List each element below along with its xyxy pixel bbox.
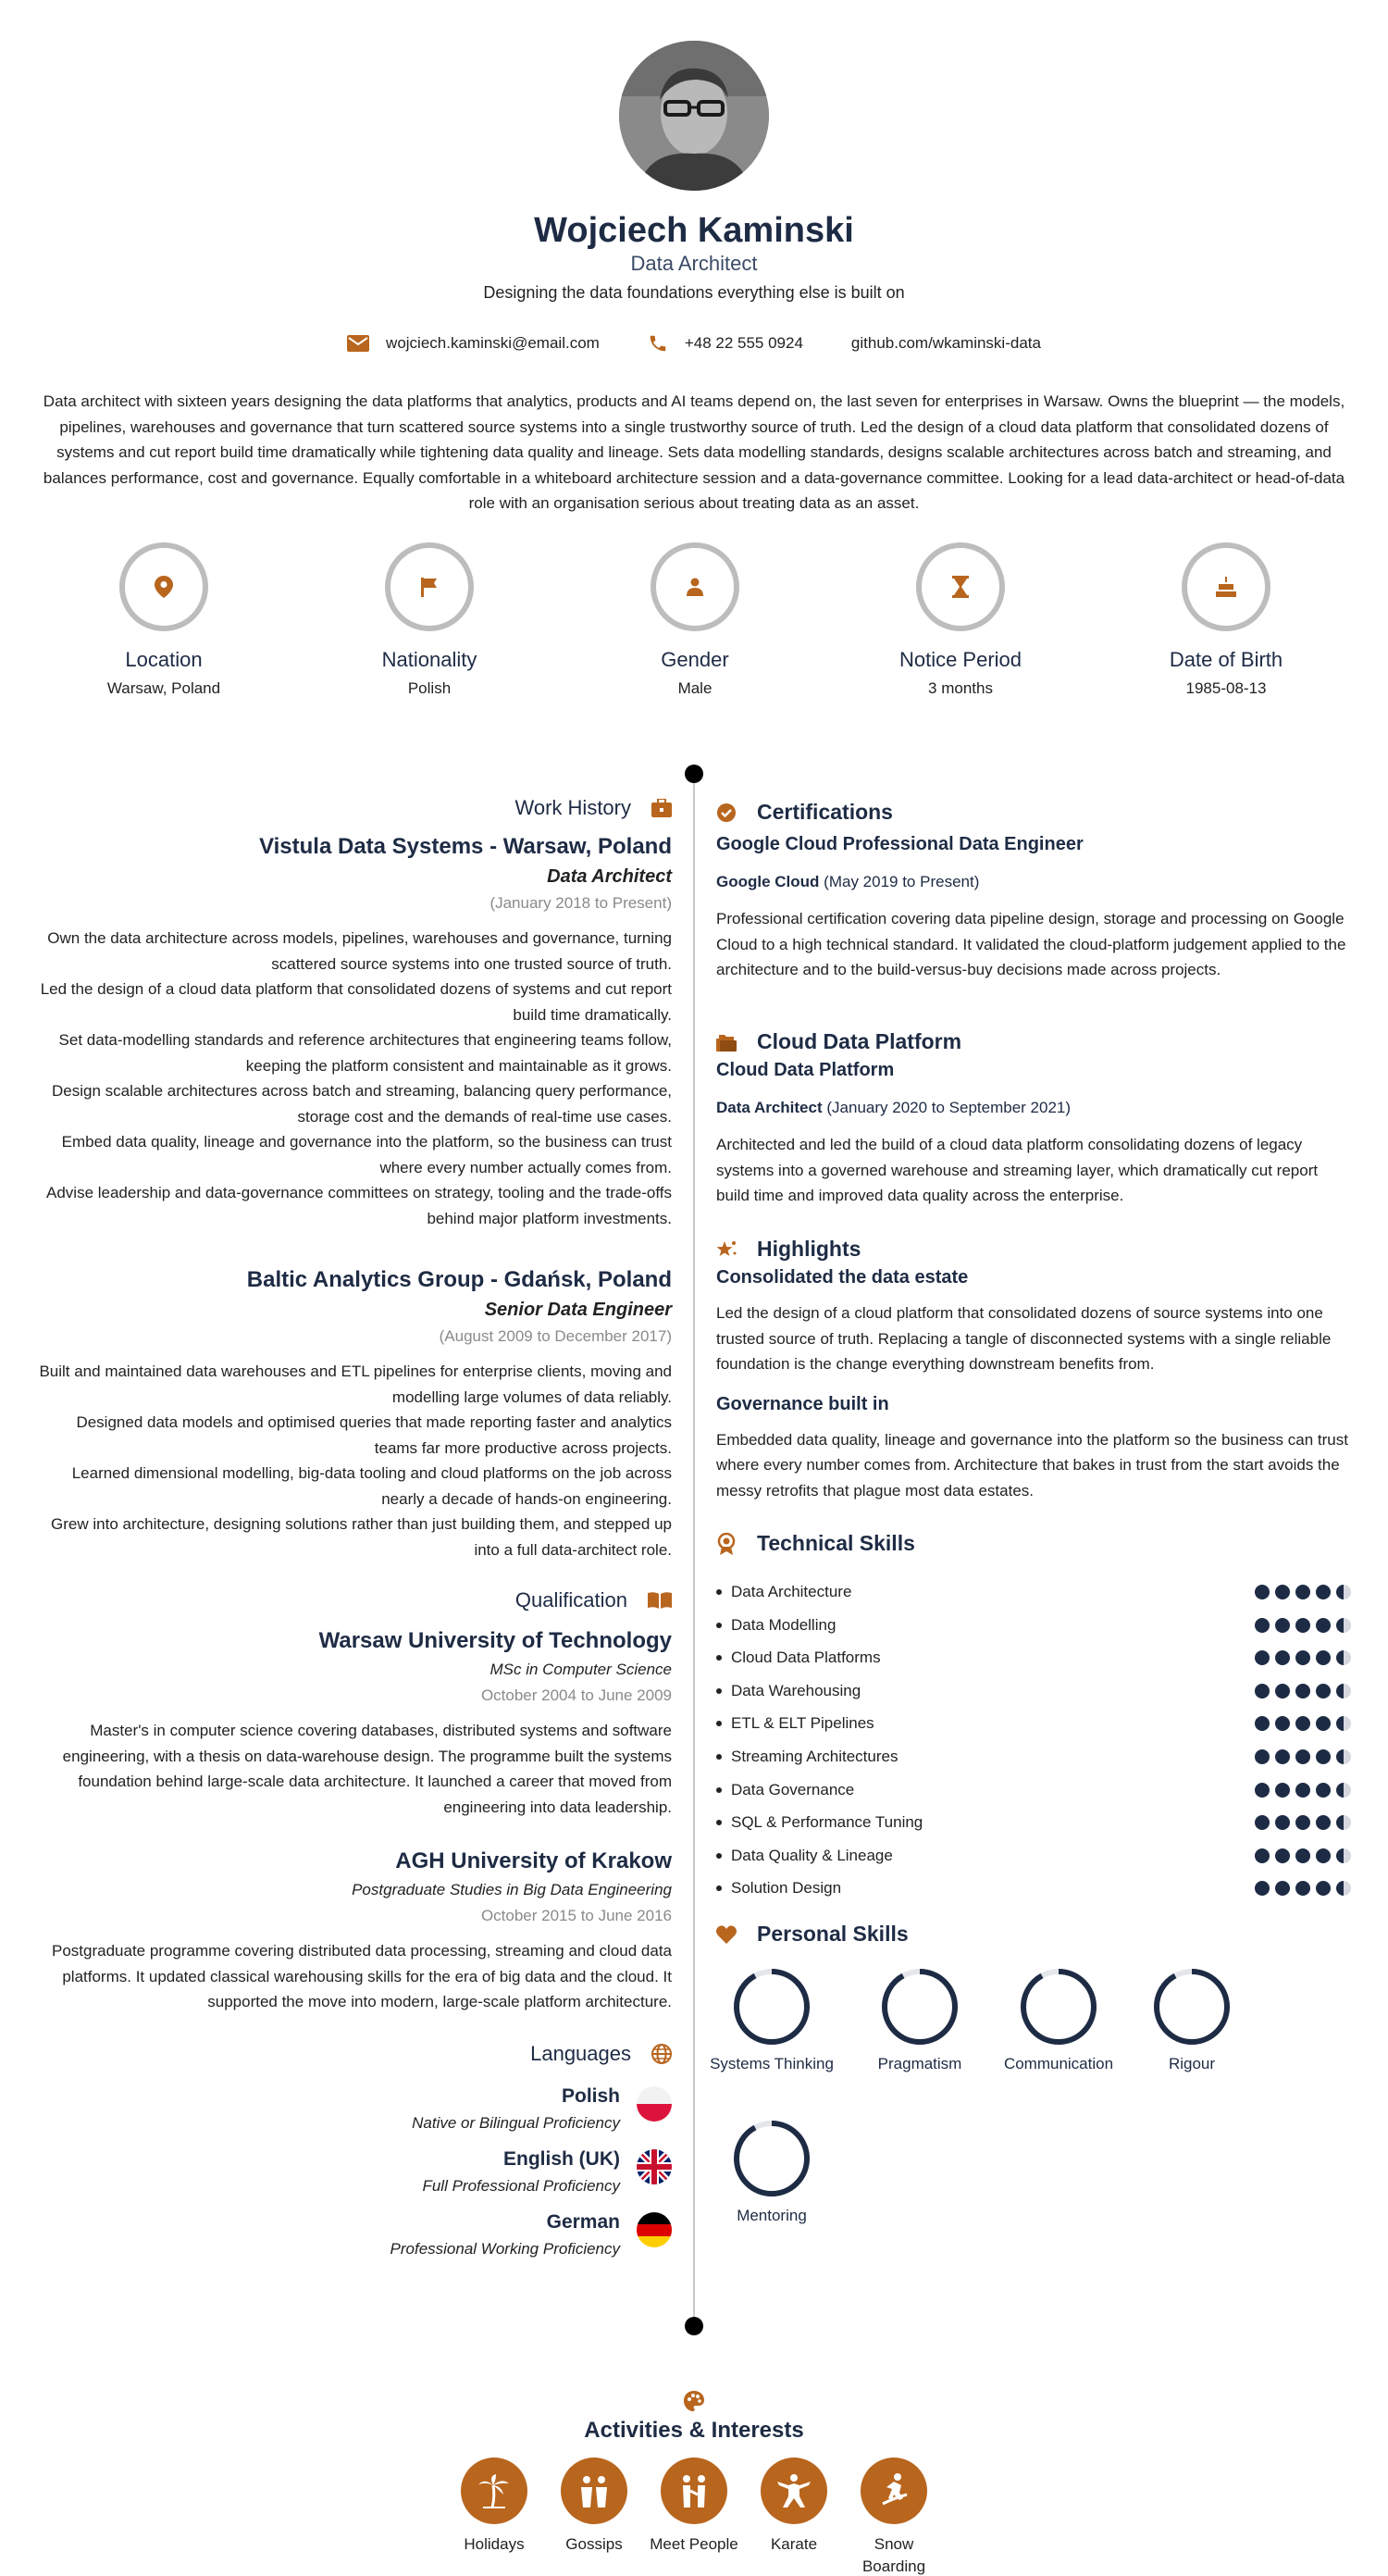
rating-dot — [1255, 1650, 1270, 1665]
personal-skill-label: Rigour — [1168, 2055, 1216, 2072]
language-level: Native or Bilingual Proficiency — [412, 2114, 620, 2132]
degree-description: Postgraduate programme covering distributed data processing, streaming and cloud data platforms. It updated classical warehousing skills for the era of big data and the cloud. It supported the move into modern, large-scale platform architecture. — [52, 1942, 672, 2010]
email-text[interactable]: wojciech.kaminski@email.com — [386, 334, 600, 352]
activity-label: Karate — [770, 2535, 818, 2553]
bullet — [716, 1688, 722, 1694]
technical-skill-row — [716, 1612, 1351, 1638]
activity-label: Meet People — [650, 2535, 738, 2553]
tagline: Designing the data foundations everything else is built on — [483, 283, 905, 302]
phone-icon — [648, 333, 668, 354]
skill-name: Cloud Data Platforms — [731, 1649, 881, 1667]
work-history-section — [37, 796, 672, 820]
job-title: Data Architect — [547, 866, 672, 887]
rating-dot — [1336, 1848, 1351, 1863]
technical-skills-section — [716, 1531, 1351, 1556]
highlight-text: Embedded data quality, lineage and governance into the platform so the business can trust where every number comes from. Architecture that bakes in trust from the start avoids the messy retrofits that plague most data estates. — [716, 1430, 1348, 1500]
rating-dot — [1275, 1815, 1290, 1830]
rating-dot — [1316, 1815, 1331, 1830]
info-label: Location — [125, 648, 203, 671]
uk-flag-icon — [637, 2149, 672, 2184]
language-name: English (UK) — [503, 2148, 620, 2170]
section-heading: Cloud Data Platform — [757, 1029, 962, 1053]
skill-name: Data Warehousing — [731, 1681, 861, 1699]
personal-skill — [855, 1966, 985, 2073]
section-heading: Highlights — [757, 1237, 861, 1261]
info-label: Notice Period — [898, 648, 1022, 671]
language-entry — [37, 2209, 620, 2262]
personal-skill — [707, 1966, 837, 2073]
rating-dot — [1336, 1749, 1351, 1764]
activity-item — [543, 2458, 645, 2556]
rating-dot — [1255, 1848, 1270, 1863]
rating-dot — [1295, 1783, 1310, 1798]
rating-dot — [1295, 1749, 1310, 1764]
rating-dot — [1295, 1618, 1310, 1633]
project-section — [716, 1029, 1351, 1209]
technical-skill-row — [716, 1579, 1351, 1605]
school-name: AGH University of Krakow — [395, 1848, 672, 1873]
bullet — [716, 1885, 722, 1891]
rating-dot — [1336, 1815, 1351, 1830]
rating-dot — [1295, 1881, 1310, 1896]
language-level: Full Professional Proficiency — [422, 2177, 620, 2195]
rating-dot — [1336, 1881, 1351, 1896]
personal-skill-label: Pragmatism — [877, 2055, 962, 2072]
avatar — [619, 41, 769, 191]
personal-skill — [994, 1966, 1123, 2073]
section-heading: Languages — [530, 2042, 631, 2065]
folder-icon — [716, 1033, 737, 1052]
info-label: Date of Birth — [1169, 648, 1283, 671]
rating-dot — [1255, 1618, 1270, 1633]
highlight-title: Governance built in — [716, 1393, 889, 1414]
language-entry — [37, 2083, 620, 2136]
book-icon — [648, 1592, 672, 1609]
skill-ring — [731, 2118, 812, 2199]
skill-ring-fill — [737, 1972, 807, 2042]
project-name: Cloud Data Platform — [716, 1060, 895, 1080]
info-nationality — [328, 542, 531, 698]
qualification-section — [37, 1588, 672, 1612]
project-role: Data Architect — [716, 1099, 823, 1116]
technical-skill-row — [716, 1777, 1351, 1803]
bullet — [716, 1754, 722, 1760]
technical-skill-row — [716, 1843, 1351, 1869]
rating-dot — [1316, 1716, 1331, 1731]
job-bullet: Designed data models and optimised queries that made reporting faster and analytics teams far more productive across projects. — [76, 1413, 672, 1457]
section-heading: Qualification — [514, 1588, 627, 1612]
skill-ring-fill — [885, 1972, 955, 2042]
skill-rating — [1249, 1716, 1351, 1731]
rating-dot — [1255, 1684, 1270, 1699]
github-text[interactable]: github.com/wkaminski-data — [850, 334, 1041, 352]
certification-dates: (May 2019 to Present) — [824, 873, 980, 890]
bullet — [716, 1589, 722, 1595]
person-icon — [686, 578, 704, 596]
job-dates: (August 2009 to December 2017) — [439, 1327, 672, 1345]
skill-ring — [1018, 1966, 1099, 2047]
certifications-section — [716, 800, 1351, 983]
skill-name: SQL & Performance Tuning — [731, 1813, 923, 1832]
activity-label: Holidays — [464, 2535, 525, 2553]
info-value: Warsaw, Poland — [106, 679, 221, 697]
skill-rating — [1249, 1881, 1351, 1896]
people-talking-icon — [576, 2472, 613, 2509]
rating-dot — [1275, 1881, 1290, 1896]
activity-label: Gossips — [565, 2535, 623, 2553]
bullet — [716, 1853, 722, 1859]
section-heading: Technical Skills — [757, 1531, 915, 1555]
snowboard-icon — [875, 2472, 912, 2509]
rating-dot — [1275, 1749, 1290, 1764]
job-title: Senior Data Engineer — [484, 1300, 672, 1320]
rating-dot — [1336, 1650, 1351, 1665]
skill-name: Solution Design — [731, 1879, 842, 1898]
rating-dot — [1275, 1618, 1290, 1633]
handshake-icon — [675, 2472, 713, 2509]
job-bullet: Own the data architecture across models, pipelines, warehouses and governance, turning scattered source systems into one trusted source of truth. — [47, 929, 672, 973]
info-value: Male — [677, 679, 713, 697]
rating-dot — [1336, 1585, 1351, 1599]
technical-skill-row — [716, 1875, 1351, 1901]
info-location — [62, 542, 266, 698]
flag-icon — [420, 577, 439, 597]
rating-dot — [1275, 1848, 1290, 1863]
skill-name: Data Architecture — [731, 1583, 852, 1600]
skill-rating — [1249, 1815, 1351, 1830]
info-value: 1985-08-13 — [1185, 679, 1267, 697]
info-label: Nationality — [381, 648, 477, 671]
technical-skill-row — [716, 1678, 1351, 1704]
skill-ring — [1151, 1966, 1233, 2047]
language-name: German — [546, 2211, 620, 2233]
job-bullet: Grew into architecture, designing solutions rather than just building them, and stepped up into a full data-architect role. — [51, 1515, 672, 1559]
candidate-title: Data Architect — [630, 252, 758, 275]
job-bullet: Embed data quality, lineage and governance into the platform, so the business can trust where every number actually comes from. — [61, 1133, 672, 1176]
info-value: 3 months — [928, 679, 993, 697]
skill-rating — [1249, 1848, 1351, 1863]
certification-issuer: Google Cloud — [716, 873, 820, 890]
rating-dot — [1255, 1749, 1270, 1764]
job-company: Vistula Data Systems - Warsaw, Poland — [259, 834, 672, 859]
job-bullet: Led the design of a cloud data platform that consolidated dozens of systems and cut report build time dramatically. — [40, 980, 672, 1024]
skill-rating — [1249, 1585, 1351, 1599]
germany-flag-icon — [637, 2212, 672, 2247]
rating-dot — [1336, 1684, 1351, 1699]
heart-icon — [716, 1925, 737, 1944]
languages-section — [37, 2042, 672, 2066]
rating-dot — [1295, 1650, 1310, 1665]
skill-name: Data Quality & Lineage — [731, 1846, 893, 1864]
section-heading: Activities & Interests — [584, 2418, 804, 2443]
phone-contact[interactable] — [648, 333, 803, 354]
rating-dot — [1295, 1585, 1310, 1599]
skill-rating — [1249, 1618, 1351, 1633]
personal-skill-label: Mentoring — [737, 2207, 807, 2224]
job-entry — [37, 1264, 672, 1562]
rating-dot — [1316, 1650, 1331, 1665]
activity-item — [443, 2458, 545, 2556]
palm-tree-icon — [476, 2472, 513, 2509]
skill-rating — [1249, 1749, 1351, 1764]
technical-skill-row — [716, 1744, 1351, 1770]
phone-text[interactable]: +48 22 555 0924 — [684, 334, 803, 352]
highlights-section — [716, 1237, 1351, 1503]
hourglass-icon — [952, 576, 969, 598]
certification-name: Google Cloud Professional Data Engineer — [716, 834, 1084, 854]
degree-name: MSc in Computer Science — [490, 1661, 672, 1678]
rating-dot — [1336, 1716, 1351, 1731]
certification-description: Professional certification covering data pipeline design, storage and processing on Google Cloud to a high technical standard. It validated the cloud-platform judgement applied to the architecture and to the build-versus-buy decisions made across projects. — [716, 910, 1346, 978]
rating-dot — [1316, 1684, 1331, 1699]
bullet — [716, 1721, 722, 1726]
info-gender — [593, 542, 797, 698]
timeline-line — [693, 774, 695, 2326]
job-description — [37, 926, 672, 1231]
skill-rating — [1249, 1650, 1351, 1665]
section-heading: Work History — [514, 796, 631, 819]
email-contact[interactable] — [347, 334, 600, 353]
skill-name: ETL & ELT Pipelines — [731, 1714, 874, 1733]
rating-dot — [1255, 1815, 1270, 1830]
skill-rating — [1249, 1783, 1351, 1798]
bullet — [716, 1787, 722, 1793]
section-heading: Certifications — [757, 800, 893, 824]
rating-dot — [1275, 1783, 1290, 1798]
contact-bar — [0, 333, 1388, 354]
rating-dot — [1255, 1585, 1270, 1599]
personal-skill-label: Systems Thinking — [710, 2055, 834, 2072]
personal-skill — [1127, 1966, 1257, 2073]
job-bullet: Learned dimensional modelling, big-data tooling and cloud platforms on the job across nearly a decade of hands-on engineering. — [71, 1464, 672, 1508]
bullet — [716, 1623, 722, 1628]
skill-name: Data Modelling — [731, 1615, 837, 1634]
degree-dates: October 2004 to June 2009 — [480, 1686, 672, 1704]
personal-skill — [707, 2118, 837, 2225]
email-icon — [347, 335, 369, 352]
skill-ring-fill — [1023, 1972, 1094, 2042]
job-bullet: Design scalable architectures across batch and streaming, balancing query performance, storage cost and the demands of real-time use cases. — [52, 1082, 672, 1126]
degree-name: Postgraduate Studies in Big Data Engineering — [352, 1881, 672, 1898]
school-name: Warsaw University of Technology — [318, 1628, 672, 1653]
rating-dot — [1316, 1848, 1331, 1863]
rating-dot — [1275, 1684, 1290, 1699]
project-dates: (January 2020 to September 2021) — [826, 1099, 1072, 1116]
skill-ring — [731, 1966, 812, 2047]
personal-skills-section — [716, 1922, 1351, 1947]
highlight-text: Led the design of a cloud platform that consolidated dozens of source systems into one trusted source of truth. Replacing a tangle of disconnected systems with a single reliable foundation is the change everything downstream benefits from. — [716, 1304, 1332, 1373]
cake-icon — [1216, 577, 1236, 597]
qualification-entry — [37, 1846, 672, 2015]
rating-dot — [1295, 1716, 1310, 1731]
activity-item — [743, 2458, 845, 2556]
info-label: Gender — [661, 648, 729, 671]
karate-icon — [775, 2472, 812, 2509]
technical-skill-row — [716, 1645, 1351, 1671]
briefcase-icon — [651, 799, 672, 817]
bullet — [716, 1655, 722, 1661]
palette-icon — [683, 2390, 705, 2412]
job-bullet: Advise leadership and data-governance committees on strategy, tooling and the trade-offs behind major platform investments. — [46, 1184, 672, 1227]
rating-dot — [1316, 1618, 1331, 1633]
degree-description: Master's in computer science covering databases, distributed systems and software engineering, with a thesis on data-warehouse design. The programme built the systems foundation behind large-scale data architecture. It launched a career that moved from engineering into data leadership. — [62, 1722, 672, 1816]
location-icon — [155, 576, 173, 598]
rating-dot — [1295, 1848, 1310, 1863]
rating-dot — [1255, 1783, 1270, 1798]
technical-skill-row — [716, 1711, 1351, 1736]
language-name: Polish — [561, 2085, 620, 2107]
activity-label: Snow Boarding — [861, 2535, 926, 2575]
rating-dot — [1275, 1716, 1290, 1731]
job-bullet: Set data-modelling standards and reference architectures that engineering teams follow, keeping the platform consistent and maintainable as it grows. — [58, 1031, 672, 1075]
rating-dot — [1275, 1650, 1290, 1665]
skill-name: Streaming Architectures — [731, 1748, 898, 1765]
summary-text: Data architect with sixteen years designing the data platforms that analytics, products and AI teams depend on, the last seven for enterprises in Warsaw. Owns the blueprint — the models, pipelines, warehouses and governance that turn scattered source systems into a single trustworthy source of truth. Led the design of a cloud data platform that consolidated dozens of systems and cut report build time dramatically while tightening data quality and lineage. Sets data modelling standards, designs scalable architectures across batch and streaming, and balances performance, cost and governance. Equally comfortable in a whiteboard architecture session and a data-governance committee. Looking for a lead data-architect or head-of-data role with an organisation serious about treating data as an asset. — [43, 392, 1345, 512]
activity-item — [843, 2458, 945, 2576]
rating-dot — [1295, 1684, 1310, 1699]
rating-dot — [1295, 1815, 1310, 1830]
rating-dot — [1255, 1881, 1270, 1896]
info-date-of-birth — [1124, 542, 1328, 698]
skill-ring-fill — [737, 2123, 807, 2194]
activity-item — [643, 2458, 745, 2556]
rating-dot — [1275, 1585, 1290, 1599]
skill-ring — [879, 1966, 960, 2047]
github-contact[interactable] — [851, 334, 1041, 353]
job-description — [37, 1359, 672, 1562]
rating-dot — [1316, 1749, 1331, 1764]
project-description: Architected and led the build of a cloud data platform consolidating dozens of legacy systems into a governed warehouse and streaming layer, which dramatically cut report build time and improved data quality across the enterprise. — [716, 1136, 1319, 1204]
job-company: Baltic Analytics Group - Gdańsk, Poland — [246, 1267, 672, 1292]
technical-skill-row — [716, 1810, 1351, 1836]
personal-skill-label: Communication — [1003, 2055, 1114, 2072]
rating-dot — [1316, 1783, 1331, 1798]
poland-flag-icon — [637, 2086, 672, 2122]
skill-rating — [1249, 1684, 1351, 1699]
badge-check-icon — [716, 803, 737, 823]
award-ribbon-icon — [716, 1533, 737, 1555]
bullet — [716, 1820, 722, 1825]
rating-dot — [1316, 1881, 1331, 1896]
skill-ring-fill — [1157, 1972, 1227, 2042]
info-notice-period — [859, 542, 1062, 698]
highlight-title: Consolidated the data estate — [716, 1267, 969, 1288]
info-value: Polish — [407, 679, 452, 697]
language-entry — [37, 2146, 620, 2199]
degree-dates: October 2015 to June 2016 — [480, 1907, 672, 1924]
skill-name: Data Governance — [731, 1780, 855, 1798]
job-bullet: Built and maintained data warehouses and ETL pipelines for enterprise clients, moving and modelling large volumes of data reliably. — [39, 1363, 672, 1406]
rating-dot — [1255, 1716, 1270, 1731]
qualification-entry — [37, 1625, 672, 1820]
timeline-dot-top — [685, 765, 703, 783]
rating-dot — [1336, 1783, 1351, 1798]
rating-dot — [1336, 1618, 1351, 1633]
candidate-name: Wojciech Kaminski — [534, 211, 854, 250]
timeline-dot-bottom — [685, 2317, 703, 2335]
globe-icon — [651, 2044, 672, 2064]
star-sparkle-icon — [716, 1240, 737, 1259]
language-level: Professional Working Proficiency — [390, 2240, 620, 2258]
job-dates: (January 2018 to Present) — [490, 894, 672, 912]
rating-dot — [1316, 1585, 1331, 1599]
section-heading: Personal Skills — [757, 1922, 909, 1946]
job-entry — [37, 831, 672, 1231]
